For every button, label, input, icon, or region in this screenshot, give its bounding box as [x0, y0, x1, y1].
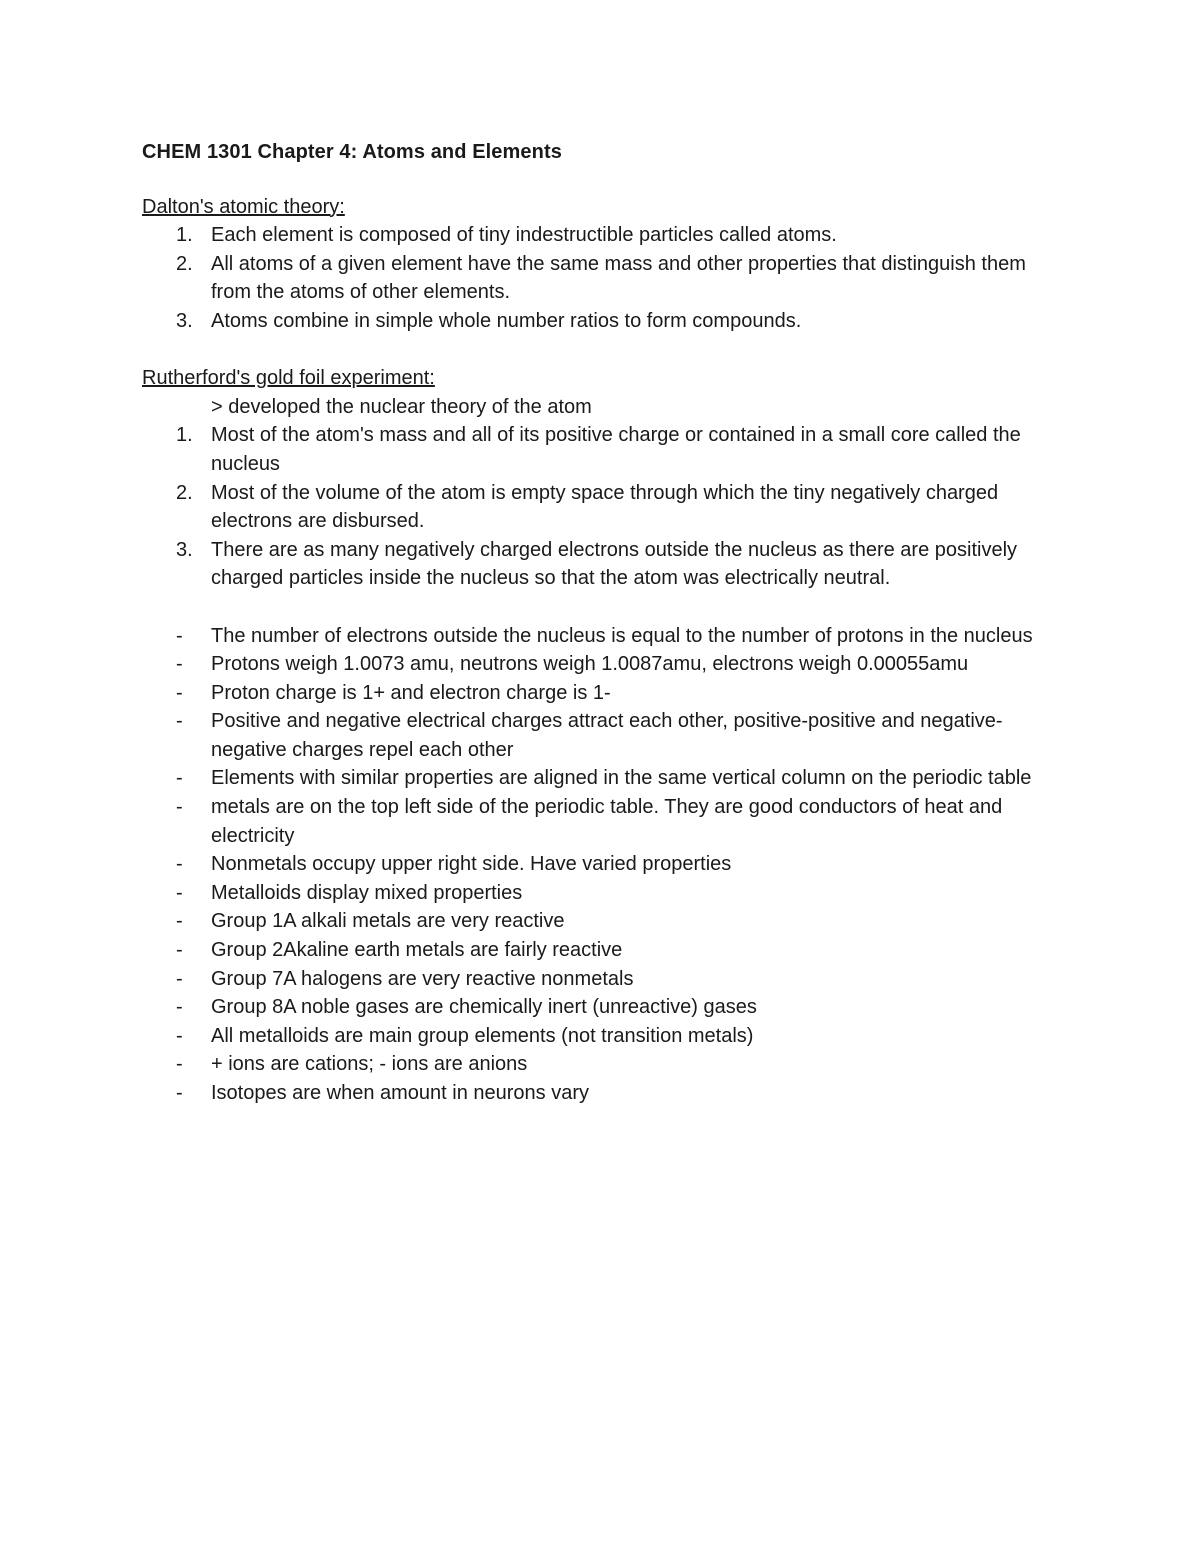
- list-item: [142, 965, 1062, 994]
- list-item: [142, 650, 1062, 679]
- list-item-text: Isotopes are when amount in neurons vary: [211, 1082, 589, 1104]
- dash-marker: -: [176, 1053, 183, 1076]
- list-item-text: Group 8A noble gases are chemically inert (unreactive) gases: [211, 996, 757, 1019]
- dash-marker: -: [176, 681, 183, 704]
- dash-marker: -: [176, 767, 183, 790]
- list-item-text: All metalloids are main group elements (not transition metals): [211, 1024, 754, 1047]
- list-item-text: Metalloids display mixed properties: [211, 881, 523, 904]
- list-marker: 2.: [176, 481, 193, 504]
- document-title: CHEM 1301 Chapter 4: Atoms and Elements: [142, 141, 562, 163]
- list-item: [142, 993, 1062, 1022]
- list-item: [142, 1050, 1062, 1079]
- list-item: [142, 936, 1062, 965]
- list-item-text: Group 1A alkali metals are very reactive: [211, 910, 565, 933]
- list-item-text: The number of electrons outside the nucleus is equal to the number of protons in the nucleus: [211, 624, 1033, 647]
- list-item: [142, 907, 1062, 936]
- list-item-text: metals are on the top left side of the periodic table. They are good conductors of heat and electricity: [211, 796, 1003, 847]
- list-item: [142, 622, 1062, 651]
- list-item: [142, 479, 1062, 536]
- list-item: [142, 679, 1062, 708]
- list-item-text: Nonmetals occupy upper right side. Have varied properties: [211, 853, 732, 876]
- list-marker: 1.: [176, 224, 193, 247]
- dash-marker: -: [176, 1082, 183, 1104]
- dash-marker: -: [176, 710, 183, 733]
- document-body: [142, 138, 1062, 1108]
- list-item: [142, 850, 1062, 879]
- spacer: [142, 593, 1062, 622]
- list-item-text: Atoms combine in simple whole number ratios to form compounds.: [211, 309, 802, 332]
- dash-marker: -: [176, 653, 183, 676]
- list-item: [142, 793, 1062, 850]
- list-item: [142, 221, 1062, 250]
- dalton-heading: Dalton's atomic theory:: [142, 195, 345, 218]
- notes-list: [142, 622, 1062, 1108]
- list-item-text: Positive and negative electrical charges attract each other, positive-positive and negative-negative charges repel each other: [211, 710, 1003, 761]
- list-item: [142, 764, 1062, 793]
- rutherford-heading: Rutherford's gold foil experiment:: [142, 367, 435, 390]
- list-marker: 3.: [176, 538, 193, 561]
- list-item: [142, 307, 1062, 336]
- list-marker: 3.: [176, 309, 193, 332]
- rutherford-list: [142, 421, 1062, 593]
- list-item: [142, 1079, 1062, 1108]
- list-item: [142, 421, 1062, 478]
- dash-marker: -: [176, 996, 183, 1019]
- rutherford-note: > developed the nuclear theory of the atom: [211, 395, 592, 418]
- dash-marker: -: [176, 796, 183, 819]
- dash-marker: -: [176, 853, 183, 876]
- list-item: [142, 1022, 1062, 1051]
- list-item-text: Group 2Akaline earth metals are fairly reactive: [211, 939, 623, 962]
- list-item-text: There are as many negatively charged electrons outside the nucleus as there are positively charged particles inside the nucleus so that the atom was electrically neutral.: [211, 538, 1018, 590]
- dash-marker: -: [176, 910, 183, 933]
- dash-marker: -: [176, 624, 183, 647]
- dash-marker: -: [176, 939, 183, 962]
- dalton-list: [142, 221, 1062, 335]
- list-item: [142, 250, 1062, 307]
- dash-marker: -: [176, 967, 183, 990]
- list-marker: 2.: [176, 252, 193, 275]
- list-item-text: All atoms of a given element have the same mass and other properties that distinguish them from the atoms of other elements.: [211, 252, 1026, 304]
- list-item-text: Each element is composed of tiny indestructible particles called atoms.: [211, 224, 837, 247]
- list-item-text: + ions are cations; - ions are anions: [211, 1053, 528, 1076]
- spacer: [142, 336, 1062, 365]
- list-item: [142, 879, 1062, 908]
- list-item-text: Proton charge is 1+ and electron charge is 1-: [211, 681, 611, 704]
- list-item-text: Protons weigh 1.0073 amu, neutrons weigh 1.0087amu, electrons weigh 0.00055amu: [211, 653, 969, 676]
- list-marker: 1.: [176, 424, 193, 447]
- dash-marker: -: [176, 1024, 183, 1047]
- list-item: [142, 536, 1062, 593]
- list-item-text: Group 7A halogens are very reactive nonmetals: [211, 967, 634, 990]
- dash-marker: -: [176, 881, 183, 904]
- list-item: [142, 707, 1062, 764]
- list-item-text: Elements with similar properties are aligned in the same vertical column on the periodic table: [211, 767, 1032, 790]
- list-item-text: Most of the volume of the atom is empty space through which the tiny negatively charged electrons are disbursed.: [211, 481, 999, 533]
- list-item-text: Most of the atom's mass and all of its positive charge or contained in a small core called the nucleus: [211, 424, 1021, 475]
